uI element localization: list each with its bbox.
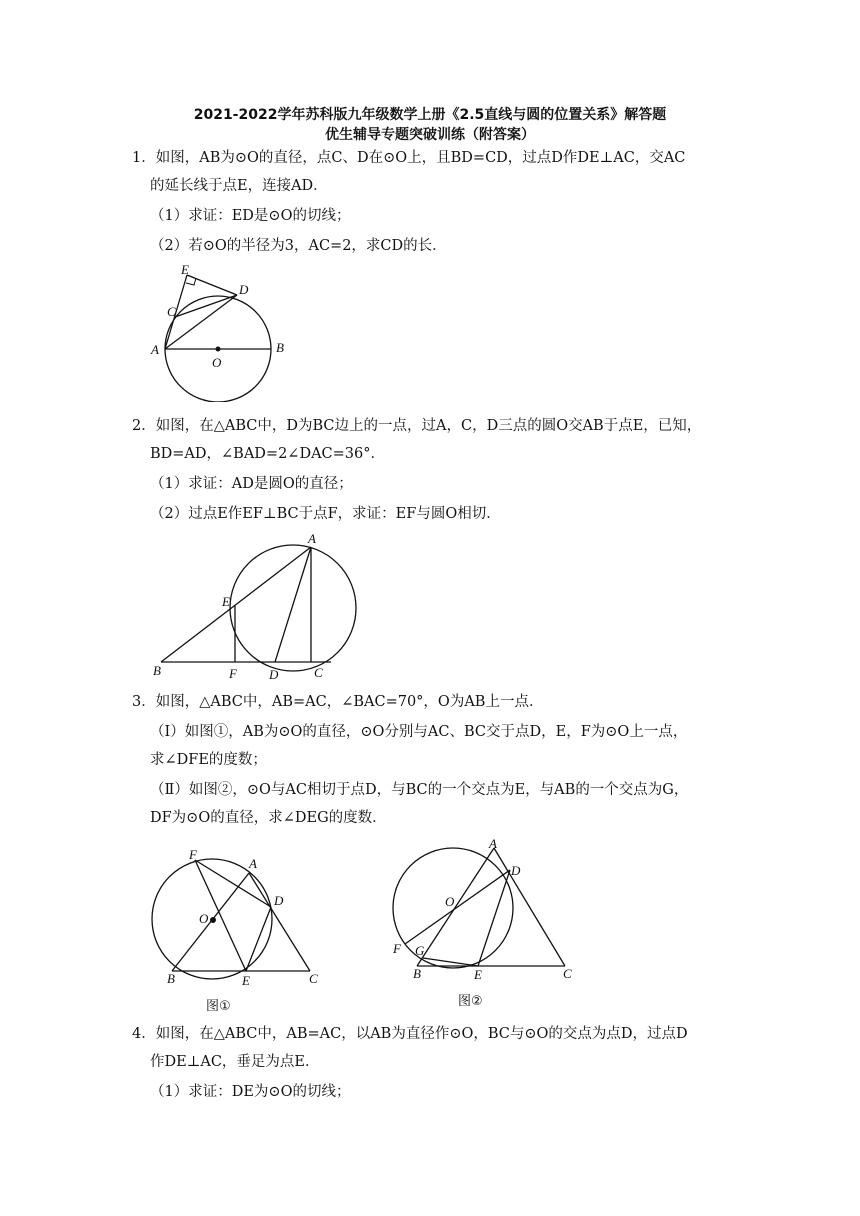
q2-part-1: （1）求证：AD是圆O的直径；	[150, 476, 353, 492]
q2-label-d: D	[269, 667, 279, 682]
q1-line-2: 的延长线于点E，连接AD．	[150, 178, 328, 194]
q4-part-1: （1）求证：DE为⊙O的切线；	[150, 1084, 351, 1100]
q3-fig2-label-a: A	[489, 838, 497, 851]
q3-fig1-label-b: B	[167, 971, 175, 985]
q1-label-a: A	[151, 342, 159, 357]
q3-fig1-label-e: E	[242, 973, 250, 985]
q4-line-1: 4．如图，在△ABC中，AB=AC，以AB为直径作⊙O，BC与⊙O的交点为点D，过点D	[132, 1026, 688, 1042]
q1-label-e: E	[181, 262, 189, 277]
title-line-2: 优生辅导专题突破训练（附答案）	[325, 127, 535, 143]
q2-label-e: E	[222, 594, 230, 609]
q3-part-2a: （Ⅱ）如图②，⊙O与AC相切于点D，与BC的一个交点为E，与AB的一个交点为G，	[150, 782, 689, 798]
q3-fig1-label-d: D	[274, 893, 284, 908]
q3-fig2-label-f: F	[393, 941, 401, 956]
title-line-1: 2021-2022学年苏科版九年级数学上册《2.5直线与圆的位置关系》解答题	[193, 107, 667, 123]
q3-part-1a: （Ⅰ）如图①，AB为⊙O的直径，⊙O分别与AC、BC交于点D，E，F为⊙O上一点，	[150, 724, 688, 740]
q3-fig1-label-a: A	[249, 856, 257, 871]
q3-fig2-caption: 图②	[458, 994, 483, 1009]
q3-fig2-label-c: C	[563, 966, 572, 981]
q2-part-2: （2）过点E作EF⊥BC于点F，求证：EF与圆O相切．	[150, 506, 501, 522]
q2-line-2: BD=AD，∠BAD=2∠DAC=36°．	[150, 446, 385, 462]
q4-line-2: 作DE⊥AC，垂足为点E．	[150, 1054, 320, 1070]
q2-label-a: A	[308, 532, 316, 546]
q1-label-o: O	[212, 355, 222, 370]
q3-fig2-label-o: O	[445, 894, 455, 909]
q3-fig1-label-o: O	[199, 911, 209, 926]
q3-part-2b: DF为⊙O的直径，求∠DEG的度数．	[150, 810, 387, 826]
q3-fig2-label-b: B	[413, 966, 421, 981]
q3-line-1: 3．如图，△ABC中，AB=AC，∠BAC=70°，O为AB上一点．	[132, 694, 544, 710]
q2-label-f: F	[229, 666, 237, 681]
q3-fig1-caption: 图①	[206, 999, 231, 1014]
q3-fig2-label-d: D	[511, 863, 521, 878]
q2-line-1: 2．如图，在△ABC中，D为BC边上的一点，过A，C，D三点的圆O交AB于点E，已知，	[132, 418, 702, 434]
q1-part-1: （1）求证：ED是⊙O的切线；	[150, 208, 351, 224]
q3-fig1-label-c: C	[309, 971, 318, 985]
q1-label-b: B	[276, 340, 284, 355]
q1-label-c: C	[167, 304, 176, 319]
q3-fig1-label-f: F	[189, 847, 197, 862]
q3-figure-1	[145, 845, 335, 985]
q2-label-b: B	[153, 663, 161, 678]
q2-label-c: C	[314, 665, 323, 680]
q3-fig2-label-e: E	[474, 967, 482, 982]
q1-label-d: D	[239, 282, 249, 297]
q1-figure	[145, 262, 315, 402]
q1-part-2: （2）若⊙O的半径为3，AC=2，求CD的长．	[150, 238, 447, 254]
q1-line-1: 1．如图，AB为⊙O的直径，点C、D在⊙O上，且BD=CD，过点D作DE⊥AC，交AC	[132, 150, 686, 166]
q3-figure-2	[385, 838, 585, 983]
q3-fig2-label-g: G	[415, 943, 425, 958]
q2-figure	[145, 532, 360, 684]
q3-part-1b: 求∠DFE的度数；	[150, 752, 267, 768]
